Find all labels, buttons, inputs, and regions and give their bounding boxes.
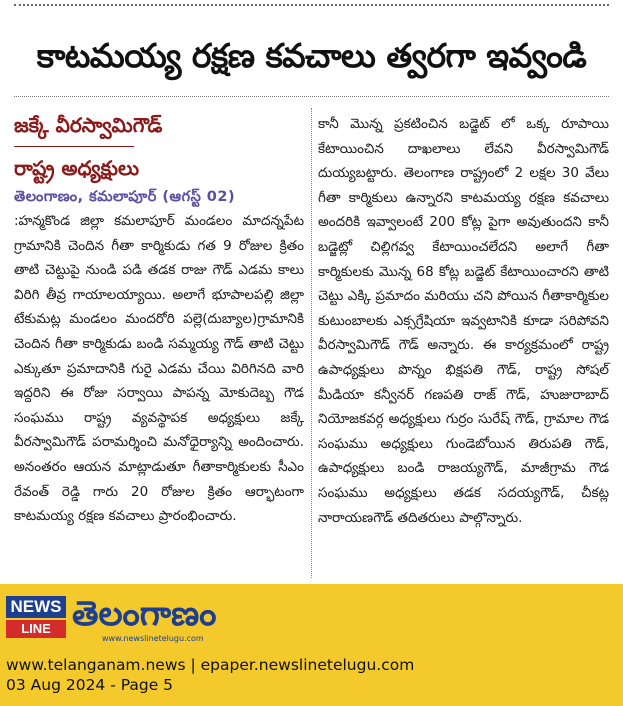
- logo-line-text: LINE: [6, 620, 66, 638]
- column-divider: [311, 108, 312, 578]
- brand-name: తెలంగాణం: [72, 594, 217, 634]
- brand-url[interactable]: www.newslinetelugu.com: [102, 634, 204, 643]
- logo-news-text: NEWS: [6, 596, 66, 618]
- article-left-column: [14, 108, 304, 529]
- byline-title: రాష్ట్ర అధ్యక్షులు: [14, 156, 140, 180]
- brand-block: [72, 594, 216, 643]
- footer-banner: [0, 584, 623, 706]
- article-right-column: [318, 112, 609, 530]
- footer-date-page: 03 Aug 2024 - Page 5: [6, 676, 174, 694]
- article-body-left: :హన్మకొండ జిల్లా కమలాపూర్ మండలం మాదన్నపేట గ్రామానికి చెందిన గీతా కార్మికుడు గత 9 రోజుల క్రితం తాటి చెట్టుపై నుండి పడి తడక రాజు గౌడ్ ఎడమ కాలు విరిగి తీవ్ర గాయాలయ్యాయి. అలాగే భూపాలపల్లి జిల్లా టేకుమట్ల మండలం మందరోరి పల్లె(దుబ్యాల)గ్రామానికి చెందిన గీతా కార్మికుడు బండి సమ్మయ్య గౌడ్ తాటి చెట్టు ఎక్కుతూ ప్రమాదానికి గురై ఎడమ చేయి విరిగినది వారి ఇద్దరిని ఈ రోజు సర్వాయి పాపన్న మోకుదెబ్బ గౌడ సంఘము రాష్ట్ర వ్యవస్థాపక అధ్యక్షులు జక్కే వీరస్వామిగౌడ్ పరామర్శించి మనోధైర్యాన్ని అందించారు. అనంతరం ఆయన మాట్లాడుతూ గీతాకార్మికులకు సీఎం రేవంత్ రెడ్డి గారు 20 రోజుల క్రితం ఆర్భాటంగా కాటమయ్య రక్షణ కవచాలు ప్రారంభించారు.: [14, 213, 304, 525]
- footer-sites[interactable]: www.telanganam.news | epaper.newslinetelugu.com: [6, 656, 415, 674]
- byline-underline: [14, 146, 134, 147]
- byline-name: జక్కే వీరస్వామిగౌడ్: [14, 113, 163, 137]
- article-headline: కాటమయ్య రక్షణ కవచాలు త్వరగా ఇవ్వండి: [36, 36, 587, 75]
- article-body-right: కానీ మొన్న ప్రకటించిన బడ్జెట్ లో ఒక్క రూపాయి కేటాయించిన దాఖలాలు లేవని వీరస్వామిగౌడ్ దుయ్యబట్టారు. తెలంగాణ రాష్ట్రంలో 2 లక్షల 30 వేలు గీతా కార్మికులు ఉన్నారని కాటమయ్య రక్షణ కవచాలు అందరికి ఇవ్వాలంటే 200 కోట్ల పైగా అవుతుందని కానీ బడ్జెట్లో చిల్లిగవ్వ కేటాయించలేదని అలాగే గీతా కార్మికులకు మొన్న 68 కోట్ల బడ్జెట్ కేటాయించారని తాటి చెట్టు ఎక్కి ప్రమాదం మరియు చని పోయిన గీతాకార్మికుల కుటుంబాలకు ఎక్సగ్రేషియా ఇవ్వటానికి కూడా సరిపోవని వీరస్వామిగౌడ్ గౌడ్ అన్నారు. ఈ కార్యక్రమంలో రాష్ట్ర ఉపాధ్యక్షులు పొన్నం భిక్షపతి గౌడ్, రాష్ట్ర సోషల్ మీడియా కన్వీనర్ గణపతి రాజ్ గౌడ్, హుజురాబాద్ నియోజకవర్గ అధ్యక్షులు గుర్రం సురేష్ గౌడ్, గ్రామాల గౌడ సంఘము అధ్యక్షులు గుండెబోయిన తిరుపతి గౌడ్, ఉపాధ్యక్షులు బండి రాజయ్యగౌడ్, మాజీగ్రామ గౌడ సంఘము అధ్యక్షులు తడక సదయ్యగౌడ్, చీకట్ల నారాయణగౌడ్ తదితరులు పాల్గొన్నారు.: [318, 116, 609, 526]
- newsline-logo[interactable]: [6, 596, 68, 640]
- headline-divider: [14, 96, 609, 97]
- top-divider: [14, 4, 609, 6]
- dateline: తెలంగాణం, కమలాపూర్ (ఆగస్ట్ 02): [14, 189, 236, 205]
